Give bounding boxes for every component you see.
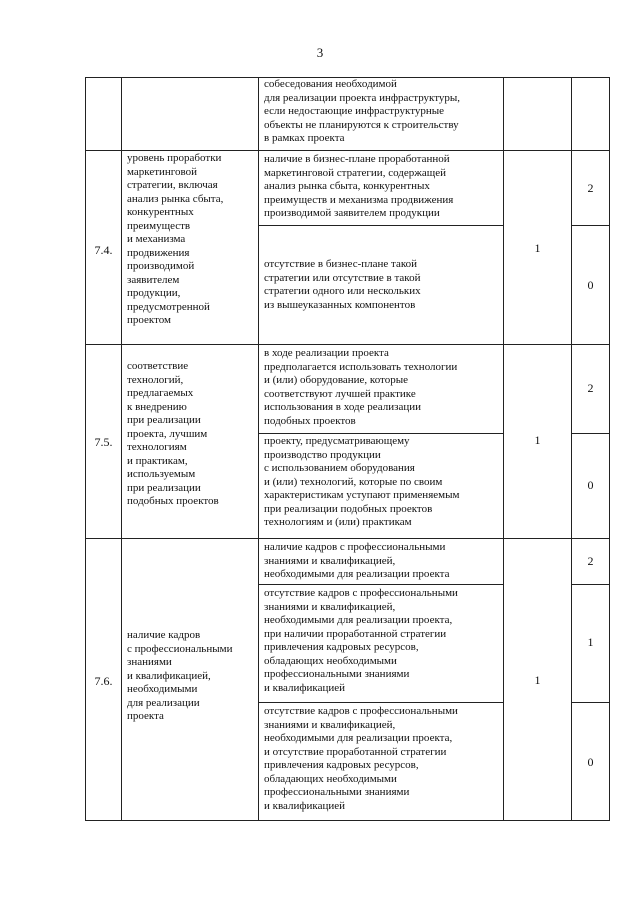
option-divider — [258, 584, 503, 585]
row-divider — [85, 344, 610, 345]
score-value: 1 — [587, 635, 594, 649]
row-divider — [85, 150, 610, 151]
col-divider — [503, 77, 504, 821]
score-value: 2 — [587, 181, 594, 195]
option-divider — [571, 433, 610, 434]
table-border-right — [609, 77, 610, 821]
option-text: проекту, предусматривающему производство продукции с использованием оборудования и (или) технологий, которые по своим характеристикам уступают применяемым при реализации подобных проектов технологиям и (или) практикам — [264, 435, 460, 528]
option-text: в ходе реализации проекта предполагается использовать технологии и (или) оборудование, которые соответствуют лучшей практике использования в ходе реализации подобных проектов — [264, 347, 458, 427]
row-number: 7.4. — [94, 243, 113, 257]
criterion-text: уровень проработки маркетинговой стратегии, включая анализ рынка сбыта, конкурентных преимуществ и механизма продвижения производимой заявителем продукции, предусмотренной проектом — [127, 152, 224, 326]
criterion-text: соответствие технологий, предлагаемых к внедрению при реализации проекта, лучшим технологиям и практикам, используемым при реализации подобных проектов — [127, 360, 219, 507]
score-value: 2 — [587, 381, 594, 395]
option-text: отсутствие в бизнес-плане такой стратегии или отсутствие в такой стратегии одного или нескольких из вышеуказанных компонентов — [264, 258, 421, 311]
score-value: 0 — [587, 755, 594, 769]
option-divider — [258, 433, 503, 434]
option-divider — [571, 225, 610, 226]
score-value: 0 — [587, 478, 594, 492]
score-value: 0 — [587, 278, 594, 292]
option-divider — [258, 702, 503, 703]
option-divider — [258, 225, 503, 226]
col-divider — [121, 77, 122, 821]
option-text: наличие кадров с профессиональными знаниями и квалификацией, необходимыми для реализации проекта — [264, 541, 450, 580]
row-divider — [85, 538, 610, 539]
option-text: наличие в бизнес-плане проработанной маркетинговой стратегии, содержащей анализ рынка сбыта, конкурентных преимуществ и механизма продвижения производимой заявителем продукции — [264, 153, 454, 219]
row-number: 7.6. — [94, 674, 113, 688]
weight-value: 1 — [534, 673, 541, 687]
col-divider — [258, 77, 259, 821]
score-value: 2 — [587, 554, 594, 568]
option-text: отсутствие кадров с профессиональными знаниями и квалификацией, необходимыми для реализации проекта, и отсутствие проработанной стратегии привлечения кадровых ресурсов, обладающих необходимыми профессиональными знаниями и квалификацией — [264, 705, 458, 812]
option-text: собеседования необходимой для реализации проекта инфраструктуры, если недостающие инфраструктурные объекты не планируются к строительству в рамках проекта — [264, 78, 461, 144]
table-border-bottom — [85, 820, 610, 821]
option-divider — [571, 702, 610, 703]
criterion-text: наличие кадров с профессиональными знаниями и квалификацией, необходимыми для реализации проекта — [127, 629, 233, 722]
option-divider — [571, 584, 610, 585]
row-number: 7.5. — [94, 435, 113, 449]
weight-value: 1 — [534, 241, 541, 255]
page-number: 3 — [316, 45, 324, 60]
option-text: отсутствие кадров с профессиональными знаниями и квалификацией, необходимыми для реализации проекта, при наличии проработанной стратегии привлечения кадровых ресурсов, обладающих необходимыми профессиональными знаниями и квалификацией — [264, 587, 458, 694]
weight-value: 1 — [534, 433, 541, 447]
